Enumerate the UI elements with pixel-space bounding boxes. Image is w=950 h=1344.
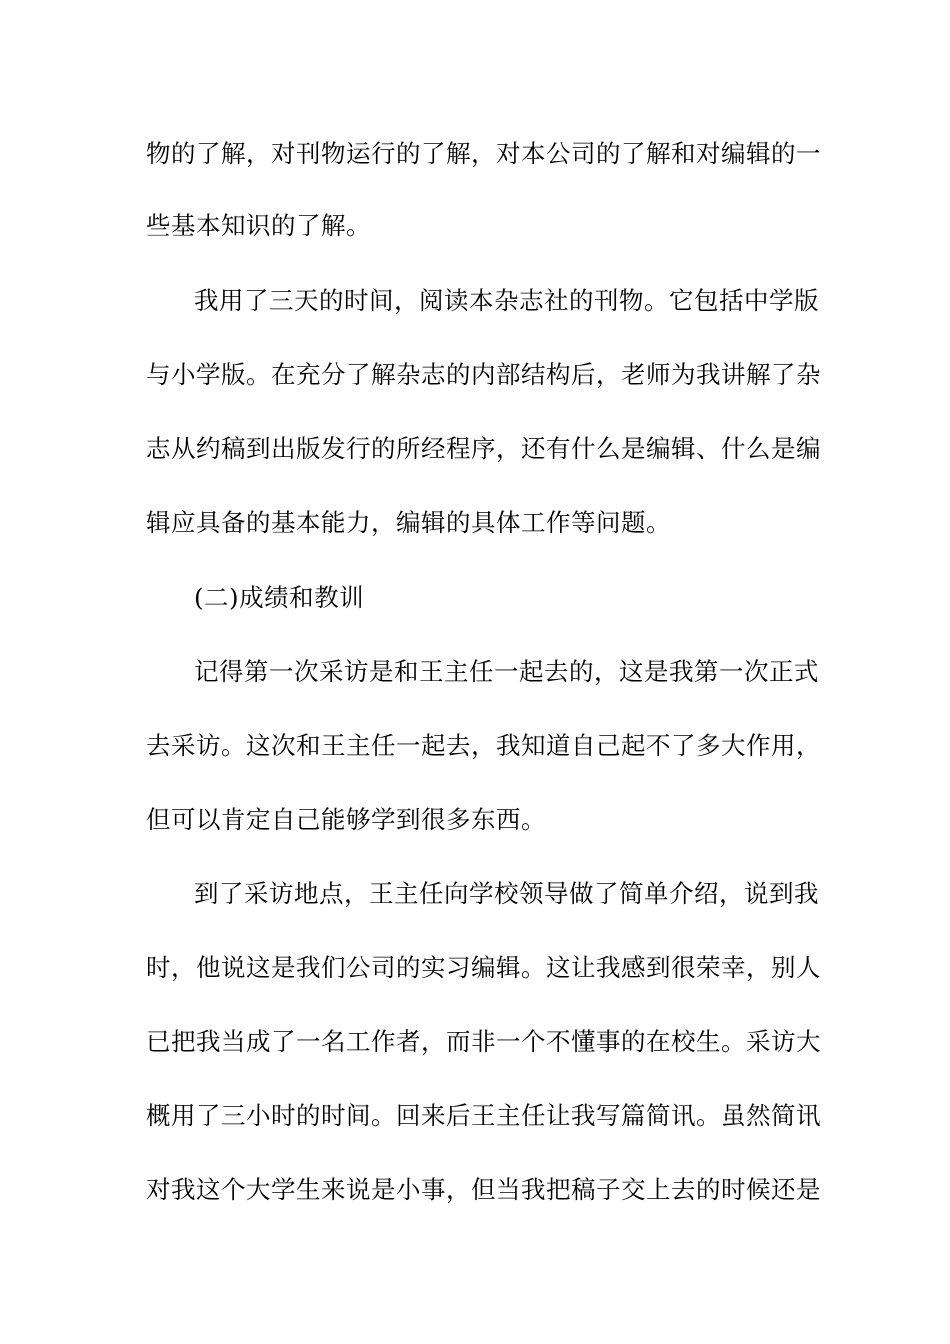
text-line: 辑应具备的基本能力，编辑的具体工作等问题。 [146, 508, 671, 537]
text-line: 去采访。这次和王主任一起去，我知道自己起不了多大作用， [146, 731, 821, 760]
text-line: 对我这个大学生来说是小事，但当我把稿子交上去的时候还是 [146, 1175, 821, 1204]
paragraph-start-line: 到了采访地点，王主任向学校领导做了简单介绍，说到我 [194, 879, 819, 908]
text-line: 但可以肯定自己能够学到很多东西。 [146, 805, 546, 834]
text-line: 时，他说这是我们公司的实习编辑。这让我感到很荣幸，别人 [146, 953, 821, 982]
text-line: 些基本知识的了解。 [146, 211, 371, 240]
section-heading: (二)成绩和教训 [194, 583, 365, 612]
text-line: 概用了三小时的时间。回来后王主任让我写篇简讯。虽然简讯 [146, 1101, 821, 1130]
text-line: 志从约稿到出版发行的所经程序，还有什么是编辑、什么是编 [146, 434, 821, 463]
text-line: 物的了解，对刊物运行的了解，对本公司的了解和对编辑的一 [146, 139, 821, 168]
text-line: 与小学版。在充分了解杂志的内部结构后，老师为我讲解了杂 [146, 360, 821, 389]
paragraph-start-line: 记得第一次采访是和王主任一起去的，这是我第一次正式 [194, 657, 819, 686]
text-line: 已把我当成了一名工作者，而非一个不懂事的在校生。采访大 [146, 1027, 821, 1056]
paragraph-start-line: 我用了三天的时间，阅读本杂志社的刊物。它包括中学版 [194, 286, 819, 315]
